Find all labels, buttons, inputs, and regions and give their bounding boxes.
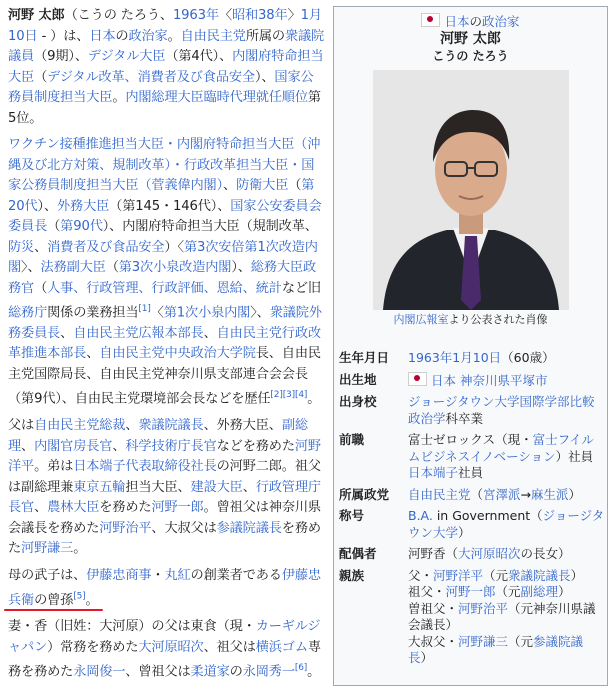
text: 祖父・: [408, 584, 446, 599]
text: ）、内閣府特命担当大臣（規制改革、: [102, 219, 318, 234]
text: 。: [112, 90, 126, 105]
wiki-link[interactable]: 大河原昭次: [138, 639, 204, 655]
wiki-link[interactable]: 河野洋平: [8, 438, 321, 475]
text: →: [520, 486, 532, 502]
text: （第145・146代）、: [109, 198, 231, 214]
wiki-link[interactable]: ワクチン接種推進担当大臣・内閣府特命担当大臣（沖縄及び北方対策、規制改革）・行政改革担当大臣・国家公務員制度担当大臣（菅義偉内閣）: [8, 137, 321, 193]
wiki-link[interactable]: 日本端子: [408, 465, 459, 480]
wiki-link[interactable]: 河野謙三: [458, 633, 509, 649]
wiki-link[interactable]: 法務副大臣: [40, 260, 106, 275]
text: 、外務大臣、: [203, 418, 282, 434]
text: （元神奈川県議会議長）: [408, 600, 596, 632]
wiki-link[interactable]: 建設大臣: [190, 479, 243, 495]
infobox-header: [334, 7, 607, 64]
text: の長女）: [520, 546, 571, 561]
text: in Government（: [432, 508, 543, 523]
citation-link[interactable]: [2][3][4]: [270, 390, 308, 401]
wiki-link[interactable]: 柔道家: [190, 664, 230, 680]
text: （元: [495, 584, 521, 599]
infobox-row-label: 生年月日: [339, 350, 390, 365]
wiki-link[interactable]: 参議院議長: [408, 633, 584, 665]
infobox-row-value: [408, 372, 605, 390]
wiki-link[interactable]: 総務庁: [8, 305, 48, 321]
text: ・: [151, 567, 165, 583]
infobox-row-label: 前職: [339, 432, 365, 447]
text: ）: [558, 584, 571, 599]
wiki-link[interactable]: 参議院議長: [216, 520, 282, 536]
text: 長、自由民主党国際局長、自由民主党神奈川県支部連合会会長（第9代）、自由民主党環境部会長などを歴任: [8, 346, 321, 407]
text: 〈: [150, 305, 164, 321]
wiki-link[interactable]: 永岡俊一: [73, 664, 126, 680]
text: ）: [458, 524, 471, 540]
wiki-link[interactable]: 副総理: [520, 584, 559, 599]
article-paragraph-intro: [8, 6, 326, 129]
wiki-link[interactable]: 衆議院議長: [138, 418, 204, 434]
text: 、: [112, 438, 126, 454]
portrait-photo[interactable]: [373, 70, 569, 310]
text: （こうの たろう、: [64, 8, 173, 23]
text: 。曾祖父は神奈川県会議長を務めた: [8, 500, 321, 536]
wiki-link[interactable]: 総務大臣政務官: [8, 260, 316, 296]
text: 、大叔父は: [151, 520, 217, 536]
infobox-row-label: 親族: [339, 567, 365, 583]
text: （: [105, 260, 119, 275]
wiki-link[interactable]: 永岡秀一: [242, 664, 295, 680]
text: 〉、: [250, 305, 270, 321]
text: 。: [85, 592, 99, 608]
text: の: [229, 664, 243, 680]
wiki-link[interactable]: 日本: [89, 28, 116, 44]
text: 、祖父は: [203, 639, 256, 655]
wiki-link[interactable]: 防災: [8, 239, 35, 255]
wiki-link[interactable]: 第1次小泉内閣: [163, 305, 251, 321]
article-paragraph-mother: [8, 566, 326, 611]
text: 。: [73, 541, 87, 557]
text: （60歳）: [501, 350, 555, 365]
text: 担当大臣、: [125, 479, 191, 495]
text: （: [470, 486, 484, 502]
wiki-link[interactable]: 横浜ゴム: [255, 639, 308, 655]
infobox-category: [334, 13, 607, 30]
wiki-link[interactable]: 第3次小泉改造内閣: [118, 260, 232, 275]
japan-flag-icon: [408, 372, 427, 386]
wiki-link[interactable]: 副総理: [8, 418, 308, 454]
text: 社員: [458, 465, 484, 480]
wiki-link[interactable]: 内閣広報室: [393, 313, 449, 326]
text: ）〈: [164, 239, 184, 255]
text: 、: [34, 500, 48, 516]
infobox-row-label: 称号: [339, 508, 365, 523]
text: ）、: [231, 260, 251, 275]
text: （第4代）、: [165, 49, 233, 64]
text: などを務めた: [216, 438, 295, 454]
highlighted-sentence: [8, 568, 321, 608]
text: 科卒業: [445, 410, 484, 426]
citation-link[interactable]: [1]: [138, 304, 151, 314]
infobox-row-value: [408, 432, 605, 482]
text: （: [34, 69, 48, 85]
wiki-link[interactable]: 1月10日: [8, 8, 322, 44]
text: の曾孫: [34, 592, 74, 608]
text: ）、: [254, 69, 275, 85]
text: 、: [125, 418, 139, 434]
text: 〉、: [21, 260, 41, 275]
wiki-link[interactable]: 河野治平: [458, 600, 509, 616]
text: の河野二郎。祖父は副総理兼: [8, 459, 321, 495]
wiki-link[interactable]: 農林大臣: [47, 500, 100, 516]
wiki-link[interactable]: 自由民主党中央政治大学院: [99, 346, 256, 362]
text: 河野香（: [408, 546, 459, 561]
text: 、: [21, 438, 35, 454]
citation-link[interactable]: [5]: [73, 591, 86, 602]
wiki-link[interactable]: 自由民主党: [408, 486, 471, 502]
wiki-link[interactable]: 河野謙三: [21, 541, 74, 557]
wiki-link[interactable]: 河野一郎: [151, 500, 204, 516]
photo-caption: [334, 312, 607, 328]
wiki-link[interactable]: 自由民主党行政改革推進本部長: [8, 325, 321, 362]
text: 、: [60, 325, 74, 341]
text: 、: [242, 479, 256, 495]
text: 、: [223, 178, 237, 193]
infobox-row: [339, 568, 605, 667]
text: より公表された肖像: [448, 313, 548, 326]
text: 妻・香（旧姓：大河原）の父は東食（現・: [8, 619, 256, 635]
text: 〉: [287, 8, 301, 23]
wiki-link[interactable]: 消費者及び食品安全: [47, 239, 165, 255]
text: 所属の: [245, 28, 285, 44]
wiki-link[interactable]: 衆議院外務委員長: [8, 305, 322, 341]
article-paragraph-family: [8, 416, 326, 560]
wiki-link[interactable]: 防衛大臣: [236, 178, 289, 193]
wiki-link[interactable]: 河野一郎: [445, 584, 496, 599]
infobox-row-label: 出身校: [339, 394, 377, 409]
wiki-link[interactable]: 河野洋平: [433, 567, 484, 583]
text: 母の武子は、: [8, 567, 87, 583]
text: （元: [483, 567, 509, 583]
text: 父は: [8, 418, 35, 434]
infobox-row: [339, 546, 605, 563]
wiki-link[interactable]: 大河原昭次: [458, 546, 521, 561]
wiki-link[interactable]: デジタル大臣: [87, 49, 166, 64]
text: の: [469, 14, 482, 29]
text: など旧: [281, 280, 321, 296]
text: ）社員: [555, 448, 594, 464]
wiki-link[interactable]: 人事、行政管理、行政評価、恩給、統計: [47, 280, 282, 296]
text: - ）は、: [37, 28, 90, 44]
wiki-link[interactable]: 日本: [444, 14, 470, 29]
infobox-row: [339, 372, 605, 390]
text: 富士ゼロックス（現・: [408, 432, 533, 447]
wiki-link[interactable]: 河野治平: [99, 520, 152, 536]
infobox-name-reading: こうの たろう: [432, 49, 509, 63]
article-paragraph-wife: [8, 617, 326, 683]
infobox-row-label: 出生地: [339, 371, 377, 387]
infobox-row-label: 所属政党: [339, 486, 390, 502]
wiki-link[interactable]: 日本 神奈川県平塚市: [431, 372, 548, 388]
text: 父・: [408, 567, 434, 583]
wiki-link[interactable]: 自由民主党: [180, 28, 246, 44]
wiki-link[interactable]: 1963年: [172, 8, 219, 23]
infobox-row: [339, 487, 605, 504]
wiki-link[interactable]: 国家公安委員会委員長: [8, 198, 322, 234]
text: 曽祖父・: [408, 600, 459, 616]
text: の: [115, 28, 129, 44]
wiki-link[interactable]: 丸紅: [164, 567, 191, 583]
text: 専務を務めた: [8, 639, 321, 680]
wiki-link[interactable]: 内閣官房長官: [34, 438, 113, 454]
text: ）、: [37, 198, 58, 214]
infobox-row: [339, 508, 605, 541]
text: （: [47, 219, 61, 234]
article-subject-name: 河野 太郎: [8, 8, 65, 23]
wiki-link[interactable]: 伊藤忠商事: [86, 567, 152, 583]
wiki-link[interactable]: 自由民主党総裁: [34, 418, 126, 434]
text: 関係の業務担当: [47, 305, 139, 321]
infobox-row-value: [408, 487, 605, 504]
text: 第5位。: [8, 90, 321, 126]
text: 。: [307, 664, 321, 680]
wiki-link[interactable]: 政治家: [482, 14, 520, 29]
wiki-link[interactable]: 自由民主党広報本部長: [73, 325, 204, 341]
infobox-row: [339, 350, 605, 367]
wiki-link[interactable]: 外務大臣: [57, 198, 110, 214]
infobox-table: [339, 350, 605, 672]
infobox-row-value: [408, 350, 605, 367]
infobox-row: [339, 432, 605, 482]
wiki-link[interactable]: 衆議院議長: [508, 567, 571, 583]
text: ）: [568, 486, 582, 502]
text: 、: [34, 239, 48, 255]
wiki-link[interactable]: B.A.: [408, 508, 433, 523]
wiki-link[interactable]: 富士フイルムビジネスイノベーション: [408, 432, 595, 464]
wiki-link[interactable]: 第90代: [60, 219, 103, 234]
wiki-link[interactable]: 宮澤派: [483, 486, 521, 502]
wiki-link[interactable]: カーギルジャパン: [8, 619, 321, 655]
text: 、曾祖父は: [125, 664, 191, 680]
wiki-link[interactable]: 第20代: [8, 178, 315, 214]
text: ）: [570, 567, 584, 583]
text: を務めた: [99, 500, 152, 516]
wiki-link[interactable]: 内閣府特命担当大臣: [8, 49, 324, 85]
wiki-link[interactable]: 伊藤忠兵衛: [8, 567, 321, 608]
wiki-link[interactable]: 昭和38年: [231, 8, 288, 23]
wiki-link[interactable]: 第3次安倍第1次改造内閣: [8, 239, 318, 275]
infobox-row-label: 配偶者: [339, 546, 377, 561]
wiki-link[interactable]: 麻生派: [531, 486, 569, 502]
japan-flag-icon: [421, 13, 440, 27]
text: を務めた: [8, 520, 321, 557]
wiki-link[interactable]: 内閣総理大臣臨時代理就任順位: [125, 90, 308, 105]
infobox-row-value: [408, 546, 605, 563]
infobox-row-value: [408, 508, 605, 541]
text: ）常務を務めた: [47, 639, 139, 655]
wiki-link[interactable]: ジョージタウン大学国際学部比較政治学: [408, 394, 595, 426]
infobox-row-value: [408, 568, 605, 667]
text: （: [34, 280, 48, 296]
text: （元: [508, 633, 534, 649]
wiki-link[interactable]: 日本端子代表取締役社長: [73, 459, 217, 475]
text: （: [288, 178, 302, 193]
wiki-link[interactable]: ジョージタウン大学: [408, 508, 605, 540]
wiki-link[interactable]: 1963年1月10日: [408, 350, 502, 365]
text: ）: [420, 650, 434, 665]
wiki-link[interactable]: デジタル改革、消費者及び食品安全: [47, 69, 255, 85]
wiki-link[interactable]: 衆議院議員: [8, 28, 325, 64]
wiki-link[interactable]: 政治家: [128, 28, 168, 44]
text: 〈: [218, 8, 232, 23]
infobox-row: [339, 394, 605, 427]
text: の創業者である: [190, 567, 282, 583]
text: （9期）、: [34, 49, 88, 64]
wiki-link[interactable]: 科学技術庁長官: [125, 438, 217, 454]
text: 。弟は: [34, 459, 74, 475]
infobox-row-value: [408, 394, 605, 427]
wiki-link[interactable]: 行政管理庁長官: [8, 479, 321, 516]
text: 、: [86, 346, 100, 362]
wiki-link[interactable]: 東京五輪: [73, 479, 126, 495]
infobox: [333, 6, 608, 686]
citation-link[interactable]: [6]: [294, 663, 308, 674]
infobox-name: 河野 太郎: [440, 31, 501, 47]
text: 。: [307, 391, 321, 407]
wiki-link[interactable]: 国家公務員制度担当大臣: [8, 69, 314, 105]
article-paragraph-career: [8, 135, 326, 410]
text: 大叔父・: [408, 633, 459, 649]
text: 。: [167, 28, 181, 44]
article-body: [8, 6, 326, 689]
text: 、: [203, 325, 217, 341]
